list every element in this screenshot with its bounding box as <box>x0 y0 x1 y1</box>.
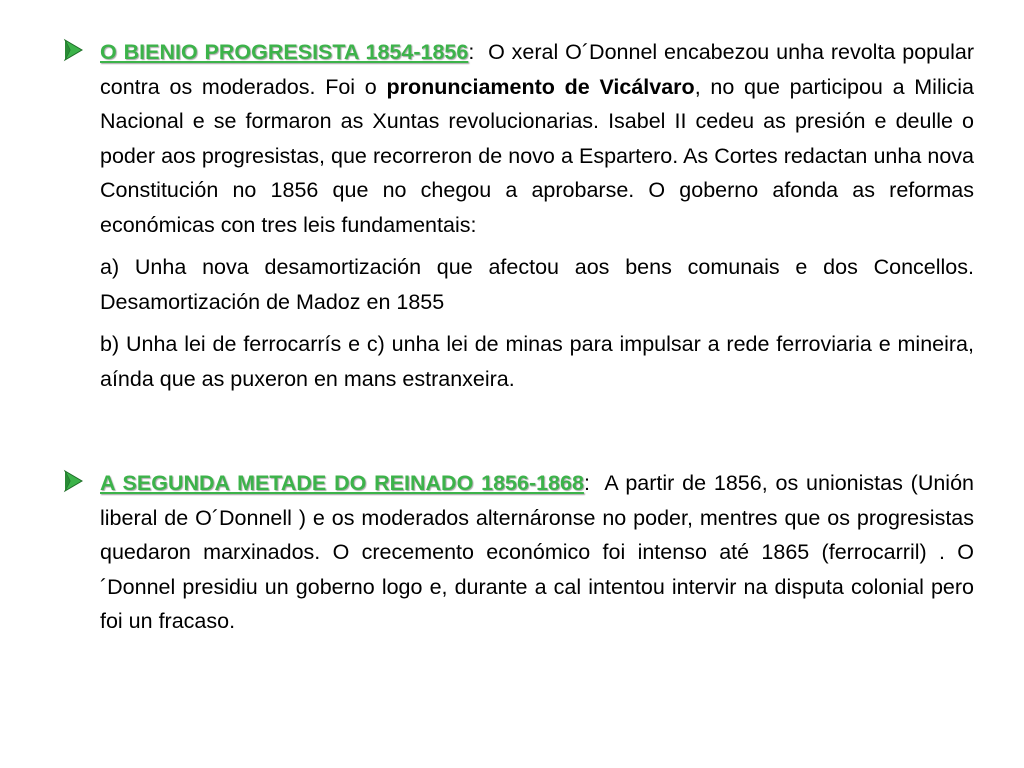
bullet-segunda-metade <box>62 466 980 639</box>
sub-item-b: b) Unha lei de ferrocarrís e c) unha lei de minas para impulsar a rede ferroviaria e mineira, aínda que as puxeron en mans estranxeira. <box>100 332 974 391</box>
bullet-bienio-progresista <box>62 35 980 396</box>
bullet-2-heading: A SEGUNDA METADE DO REINADO 1856-1868 <box>100 471 584 495</box>
arrow-bullet-icon <box>62 469 86 493</box>
bullet-1-text-end: , no que participou a Milicia Nacional e se formaron as Xuntas revolucionarias. Isabel II cedeu as presión e deulle o poder aos progresistas, que recorreron de novo a Espartero. As Cortes redactan unha nova Constitución no 1856 que no chegou a aprobarse. O goberno afonda as reformas económicas con tres leis fundamentais: <box>100 74 975 237</box>
arrow-bullet-icon <box>62 38 86 62</box>
sub-item-a: a) Unha nova desamortización que afectou aos bens comunais e dos Concellos. Desamortización de Madoz en 1855 <box>100 255 974 314</box>
bullet-2-text: A partir de 1856, os unionistas (Unión liberal de O´Donnell ) e os moderados alternáronse no poder, mentres que os progresistas quedaron marxinados. O crecemento económico foi intenso até 1865 (ferrocarril) . O´Donnel presidiu un goberno logo e, durante a cal intentou intervir na disputa colonial pero foi un fracaso. <box>100 471 980 633</box>
bullet-1-content <box>100 35 980 396</box>
bullet-2-paragraph <box>100 466 980 639</box>
bullet-1-separator: : <box>468 40 475 64</box>
bullet-2-content <box>100 466 980 639</box>
bullet-1-heading: O BIENIO PROGRESISTA 1854-1856 <box>100 40 469 64</box>
bullet-1-bold-term: pronunciamento de Vicálvaro <box>386 74 695 99</box>
bullet-1-text-start: O xeral O´Donnel encabezou unha revolta popular contra os moderados. Foi o <box>100 40 980 99</box>
bullet-1-paragraph <box>100 35 980 242</box>
bullet-2-separator: : <box>583 471 590 495</box>
